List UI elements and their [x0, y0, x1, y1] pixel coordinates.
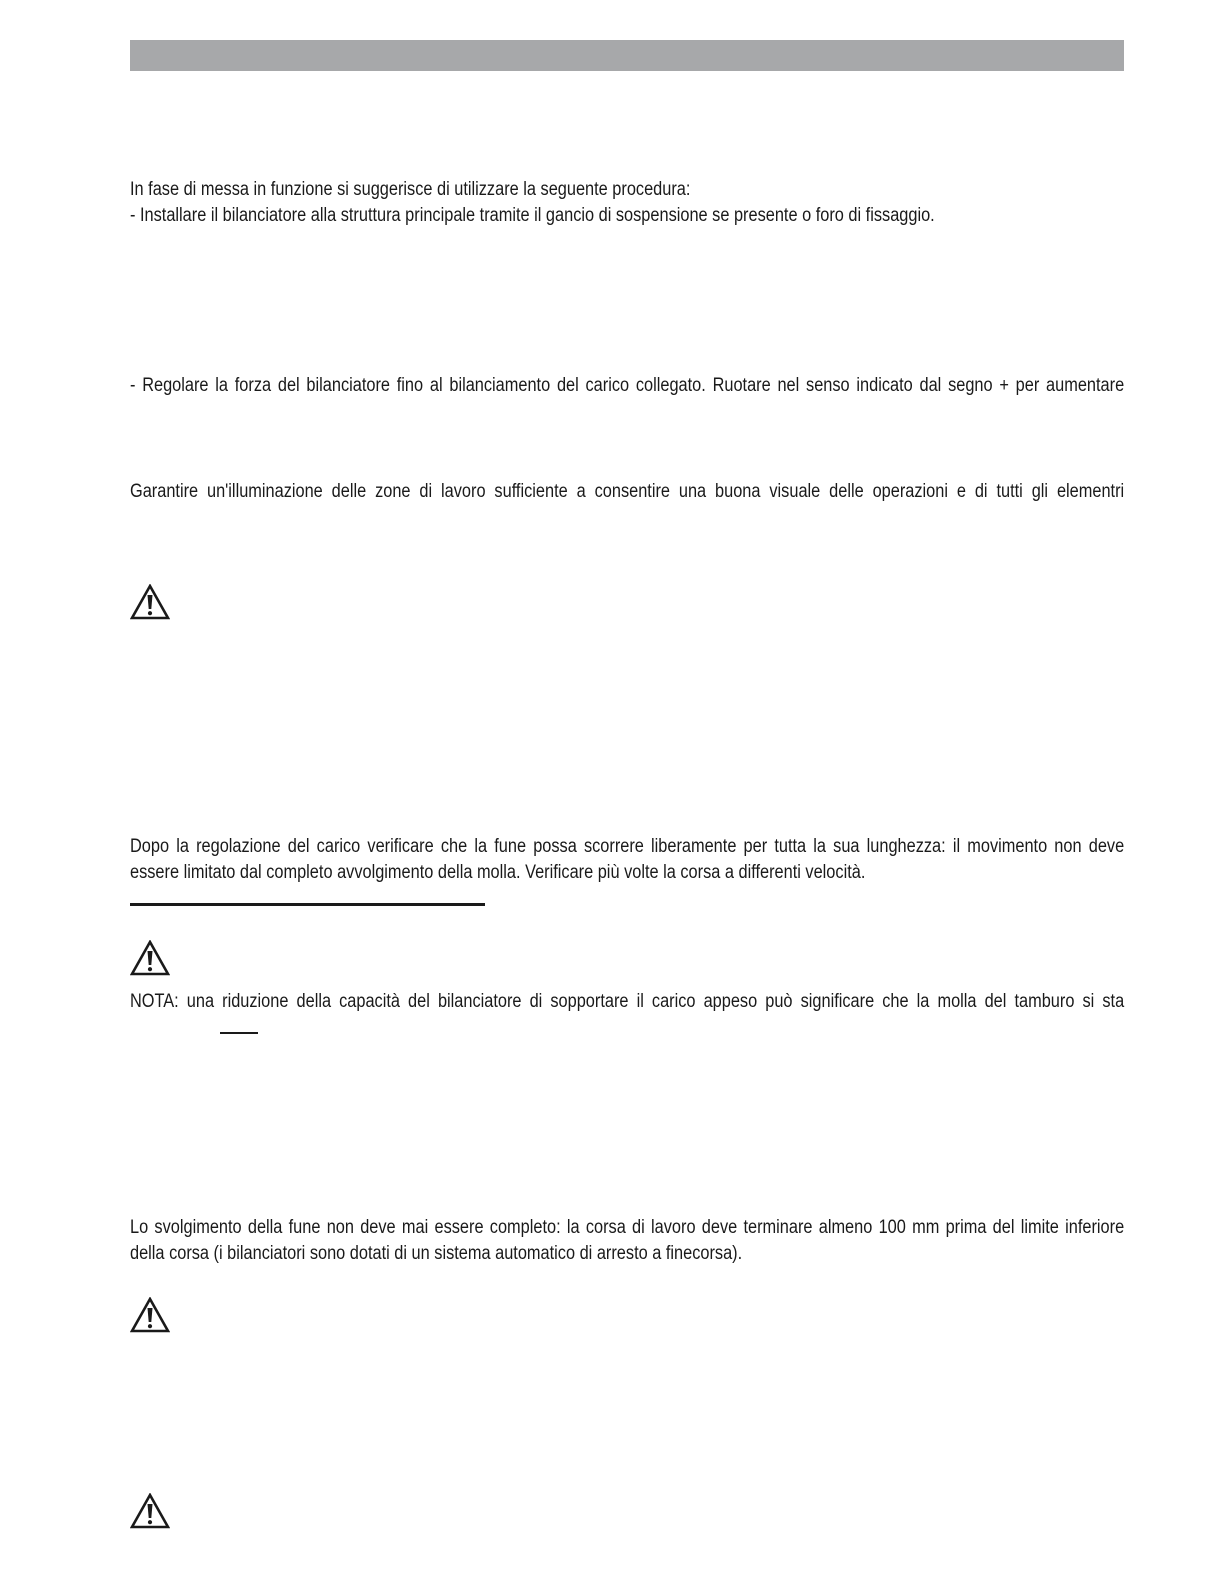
warning-triangle-icon: [130, 1297, 170, 1333]
divider-rule: [130, 903, 485, 906]
warning-triangle-icon: [130, 1493, 170, 1529]
unwind-text-line2: della corsa (i bilanciatori sono dotati di un sistema automatico di arresto a finecorsa).: [130, 1243, 743, 1264]
lighting-text: Garantire un'illuminazione delle zone di lavoro sufficiente a consentire una buona visuale delle operazioni e di tutti gli elementri: [130, 481, 1125, 502]
section-header-bar: [130, 40, 1124, 71]
check-text-line2: essere limitato dal completo avvolgimento della molla. Verificare più volte la corsa a differenti velocità.: [130, 862, 866, 883]
step-install: - Installare il bilanciatore alla struttura principale tramite il gancio di sospensione se presente o foro di fissaggio.: [130, 205, 935, 226]
short-underline: [220, 1032, 258, 1034]
note-text: NOTA: una riduzione della capacità del bilanciatore di sopportare il carico appeso può significare che la molla del tamburo si sta: [130, 991, 1125, 1012]
unwind-text-line1: Lo svolgimento della fune non deve mai essere completo: la corsa di lavoro deve terminare almeno 100 mm prima del limite inferiore: [130, 1217, 1125, 1238]
intro-text: In fase di messa in funzione si suggerisce di utilizzare la seguente procedura:: [130, 179, 691, 200]
warning-triangle-icon: [130, 584, 170, 620]
check-text-line1: Dopo la regolazione del carico verificare che la fune possa scorrere liberamente per tutta la sua lunghezza: il movimento non deve: [130, 836, 1125, 857]
step-regulate: - Regolare la forza del bilanciatore fino al bilanciamento del carico collegato. Ruotare nel senso indicato dal segno + per aumentare: [130, 375, 1125, 396]
warning-triangle-icon: [130, 940, 170, 976]
